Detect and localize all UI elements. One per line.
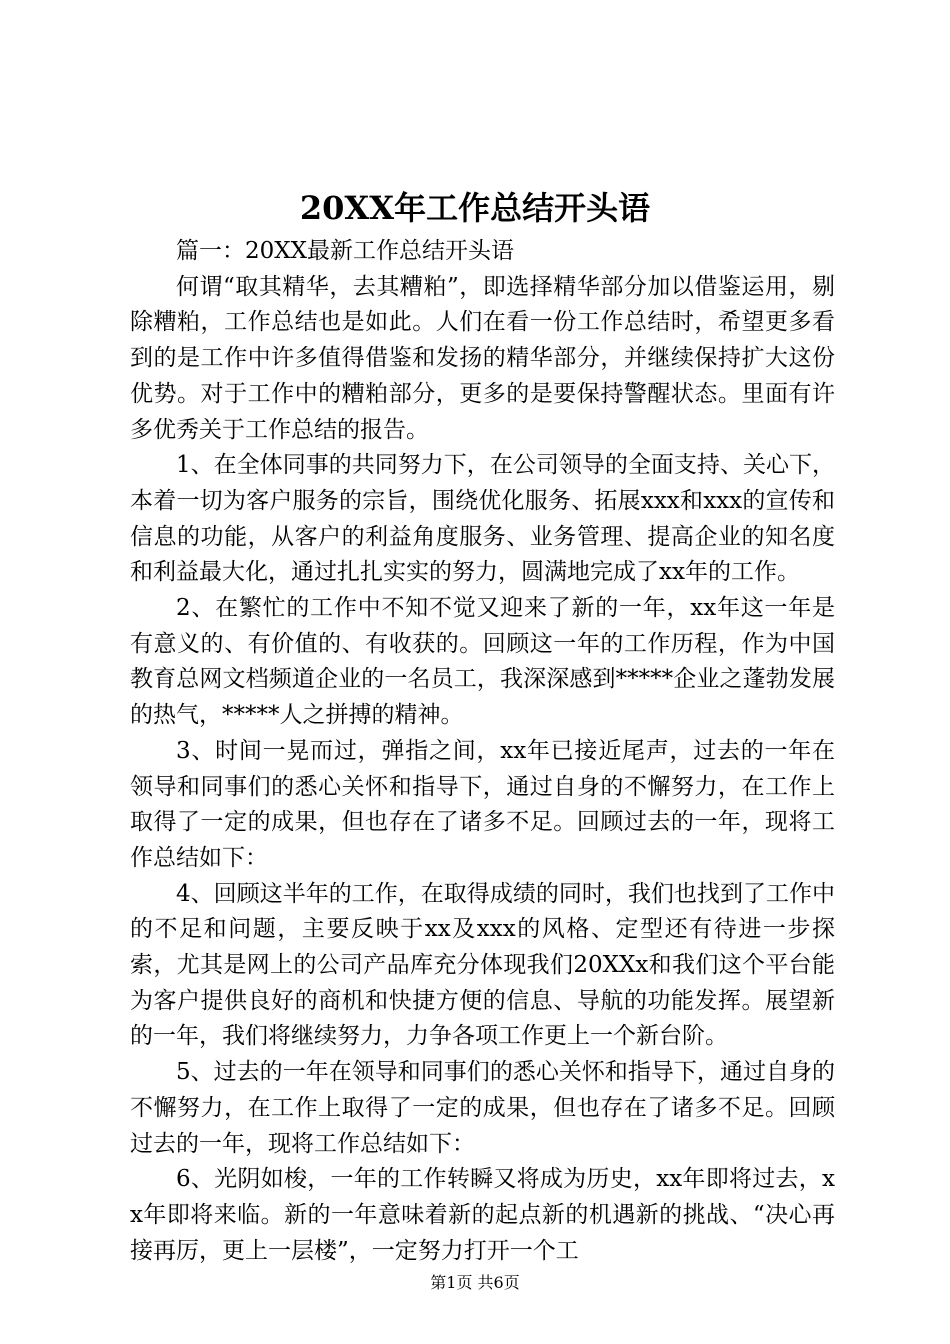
- paragraph-2: 2、在繁忙的工作中不知不觉又迎来了新的一年，xx年这一年是有意义的、有价值的、有收获的。回顾这一年的工作历程，作为中国教育总网文档频道企业的一名员工，我深深感到*****企业之蓬勃发展的热气，*****人之拼搏的精神。: [130, 595, 835, 729]
- paragraph-5: 5、过去的一年在领导和同事们的悉心关怀和指导下，通过自身的不懈努力，在工作上取得了一定的成果，但也存在了诸多不足。回顾过去的一年，现将工作总结如下：: [130, 1059, 835, 1157]
- paragraph-3: 3、时间一晃而过，弹指之间，xx年已接近尾声，过去的一年在领导和同事们的悉心关怀和指导下，通过自身的不懈努力，在工作上取得了一定的成果，但也存在了诸多不足。回顾过去的一年，现将工作总结如下：: [130, 737, 835, 871]
- paragraph-6: 6、光阴如梭，一年的工作转瞬又将成为历史，xx年即将过去，xx年即将来临。新的一年意味着新的起点新的机遇新的挑战、“决心再接再厉，更上一层楼”，一定努力打开一个工: [130, 1166, 835, 1264]
- document-body: [130, 234, 835, 1269]
- paragraph-intro: 何谓“取其精华，去其糟粕”，即选择精华部分加以借鉴运用，剔除糟粕，工作总结也是如此。人们在看一份工作总结时，希望更多看到的是工作中许多值得借鉴和发扬的精华部分，并继续保持扩大这份优势。对于工作中的糟粕部分，更多的是要保持警醒状态。里面有许多优秀关于工作总结的报告。: [130, 273, 835, 443]
- section-heading: 篇一：20XX最新工作总结开头语: [176, 238, 515, 264]
- paragraph-4: 4、回顾这半年的工作，在取得成绩的同时，我们也找到了工作中的不足和问题，主要反映于xx及xxx的风格、定型还有待进一步探索，尤其是网上的公司产品库充分体现我们20XXx和我们这个平台能为客户提供良好的商机和快捷方便的信息、导航的功能发挥。展望新的一年，我们将继续努力，力争各项工作更上一个新台阶。: [130, 880, 835, 1050]
- page-footer: 第1页 共6页: [430, 1273, 520, 1292]
- paragraph-1: 1、在全体同事的共同努力下，在公司领导的全面支持、关心下，本着一切为客户服务的宗旨，围绕优化服务、拓展xxx和xxx的宣传和信息的功能，从客户的利益角度服务、业务管理、提高企业的知名度和利益最大化，通过扎扎实实的努力，圆满地完成了xx年的工作。: [130, 452, 835, 586]
- document-title: 20XX年工作总结开头语: [299, 189, 651, 227]
